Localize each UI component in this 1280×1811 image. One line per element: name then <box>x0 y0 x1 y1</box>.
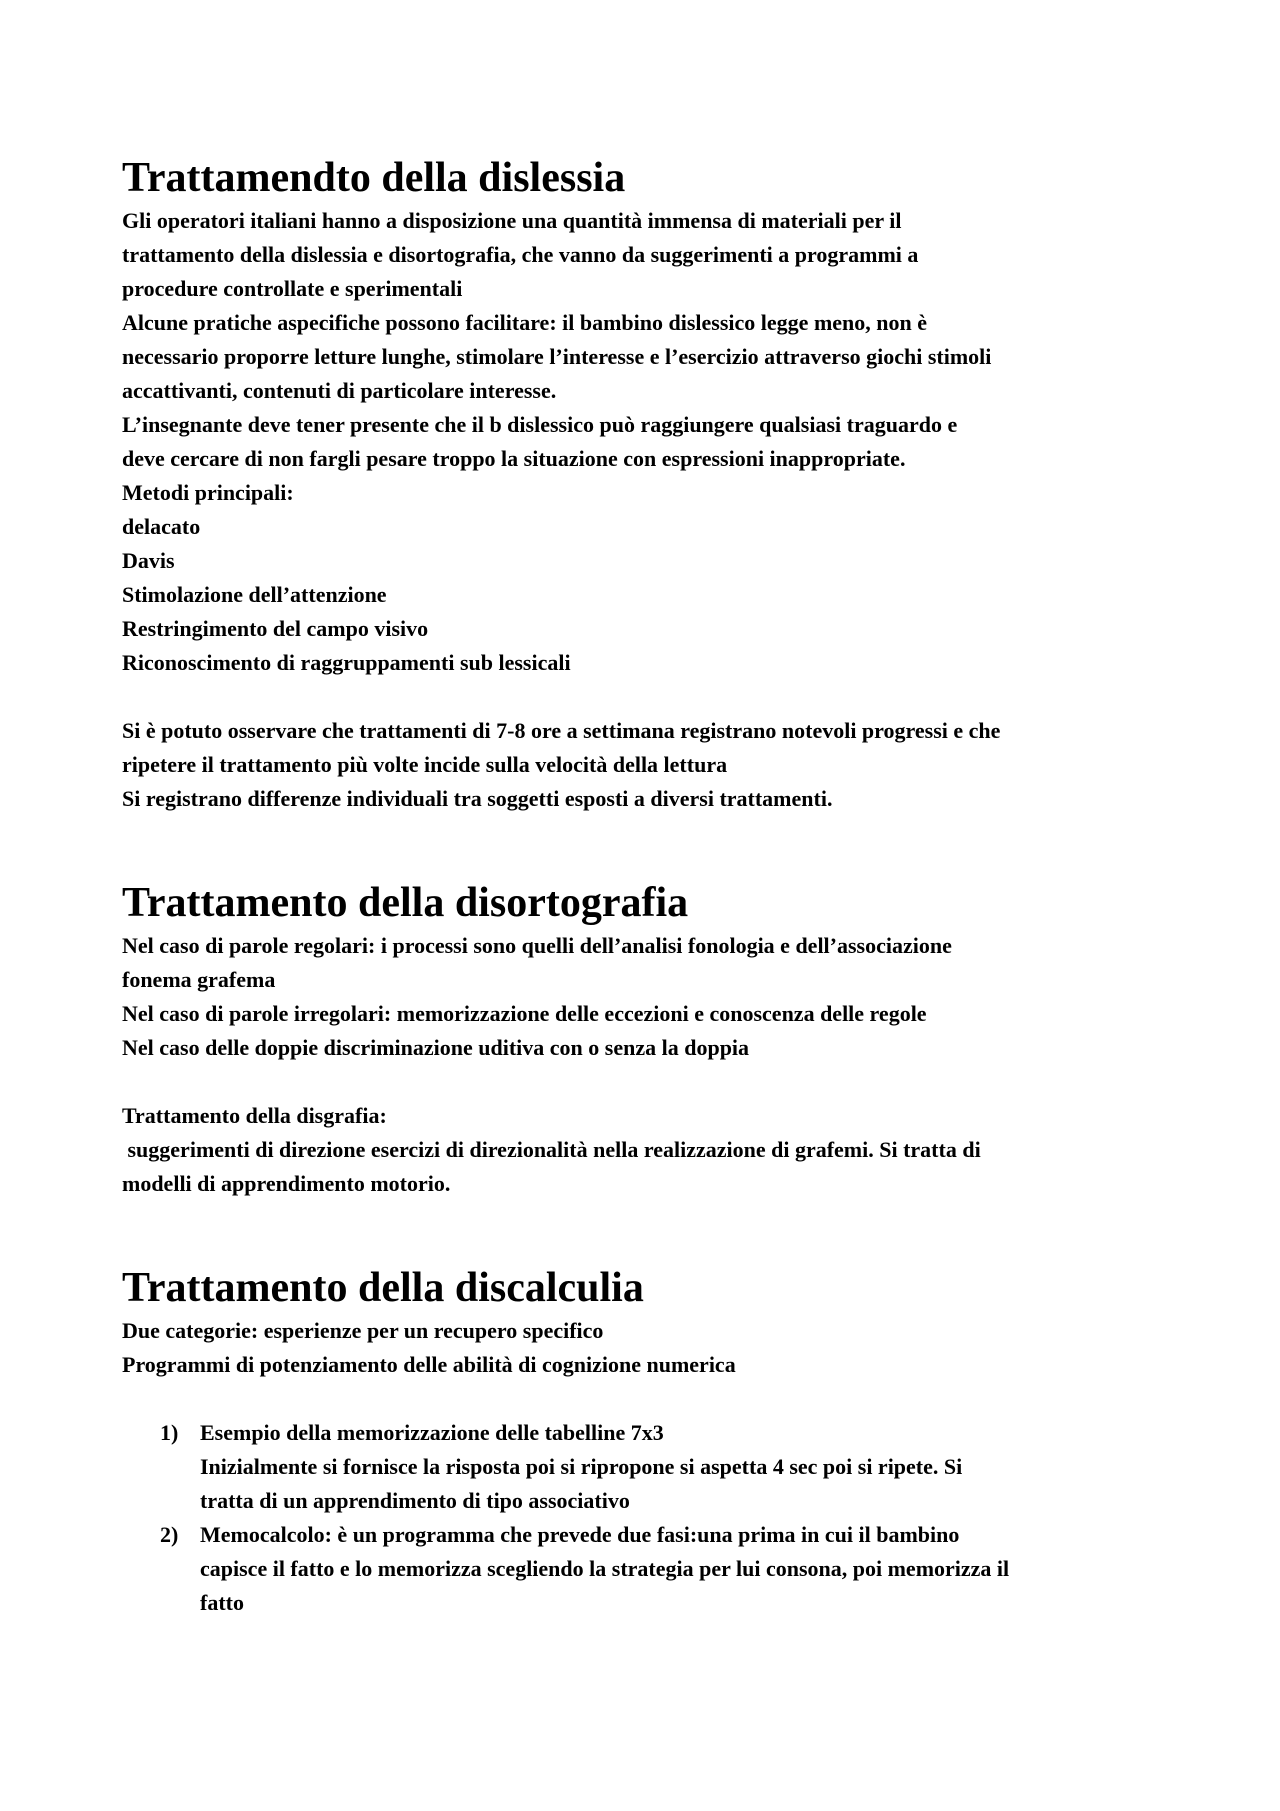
text-line: Nel caso delle doppie discriminazione uditiva con o senza la doppia <box>122 1035 750 1060</box>
section-discalculia <box>122 1262 1160 1620</box>
text-line: trattamento della dislessia e disortografia, che vanno da suggerimenti a programmi a <box>122 242 919 267</box>
method-item: Stimolazione dell’attenzione <box>122 582 387 607</box>
method-item: Riconoscimento di raggruppamenti sub lessicali <box>122 650 571 675</box>
section-disortografia <box>122 877 1160 1201</box>
text-line: Inizialmente si fornisce la risposta poi si ripropone si aspetta 4 sec poi si ripete. Si <box>200 1454 963 1479</box>
text-line: Gli operatori italiani hanno a disposizione una quantità immensa di materiali per il <box>122 208 902 233</box>
text-line: L’insegnante deve tener presente che il b dislessico può raggiungere qualsiasi traguardo e <box>122 412 958 437</box>
text-line: capisce il fatto e lo memorizza scegliendo la strategia per lui consona, poi memorizza il <box>200 1556 1010 1581</box>
text-line: necessario proporre letture lunghe, stimolare l’interesse e l’esercizio attraverso giochi stimoli <box>122 344 992 369</box>
text-line: accattivanti, contenuti di particolare interesse. <box>122 378 557 403</box>
text-line: procedure controllate e sperimentali <box>122 276 463 301</box>
method-item: Restringimento del campo visivo <box>122 616 429 641</box>
list-item <box>122 1416 1160 1518</box>
text-line: modelli di apprendimento motorio. <box>122 1171 451 1196</box>
text-line: Memocalcolo: è un programma che prevede due fasi:una prima in cui il bambino <box>200 1522 960 1547</box>
text-line: Alcune pratiche aspecifiche possono facilitare: il bambino dislessico legge meno, non è <box>122 310 928 335</box>
blank-line <box>122 1065 1160 1099</box>
text-line: Si registrano differenze individuali tra soggetti esposti a diversi trattamenti. <box>122 786 833 811</box>
text-line: suggerimenti di direzione esercizi di direzionalità nella realizzazione di grafemi. Si tratta di <box>122 1137 981 1162</box>
text-line: Programmi di potenziamento delle abilità di cognizione numerica <box>122 1352 736 1377</box>
heading-disortografia: Trattamento della disortografia <box>122 880 689 926</box>
text-line: fatto <box>200 1590 244 1615</box>
text-line: fonema grafema <box>122 967 276 992</box>
heading-dislessia: Trattamendto della dislessia <box>122 155 626 201</box>
method-item: Davis <box>122 548 175 573</box>
blank-line <box>122 1382 1160 1416</box>
list-item-body <box>200 1416 1160 1518</box>
section-dislessia <box>122 152 1160 816</box>
method-item: delacato <box>122 514 201 539</box>
methods-label: Metodi principali: <box>122 480 294 505</box>
list-number: 1) <box>160 1420 179 1445</box>
text-line: Nel caso di parole irregolari: memorizzazione delle eccezioni e conoscenza delle regole <box>122 1001 927 1026</box>
list-item-body <box>200 1518 1160 1620</box>
text-line: Si è potuto osservare che trattamenti di 7-8 ore a settimana registrano notevoli progressi e che <box>122 718 1001 743</box>
text-line: ripetere il trattamento più volte incide sulla velocità della lettura <box>122 752 728 777</box>
text-line: Nel caso di parole regolari: i processi sono quelli dell’analisi fonologia e dell’associazione <box>122 933 952 958</box>
list-item <box>122 1518 1160 1620</box>
subheading-disgrafia: Trattamento della disgrafia: <box>122 1103 387 1128</box>
text-line: deve cercare di non fargli pesare troppo la situazione con espressioni inappropriate. <box>122 446 906 471</box>
text-line: tratta di un apprendimento di tipo associativo <box>200 1488 630 1513</box>
text-line: Esempio della memorizzazione delle tabelline 7x3 <box>200 1420 664 1445</box>
heading-discalculia: Trattamento della discalculia <box>122 1265 644 1311</box>
blank-line <box>122 680 1160 714</box>
text-line: Due categorie: esperienze per un recupero specifico <box>122 1318 604 1343</box>
list-number: 2) <box>160 1522 179 1547</box>
numbered-list <box>122 1416 1160 1620</box>
